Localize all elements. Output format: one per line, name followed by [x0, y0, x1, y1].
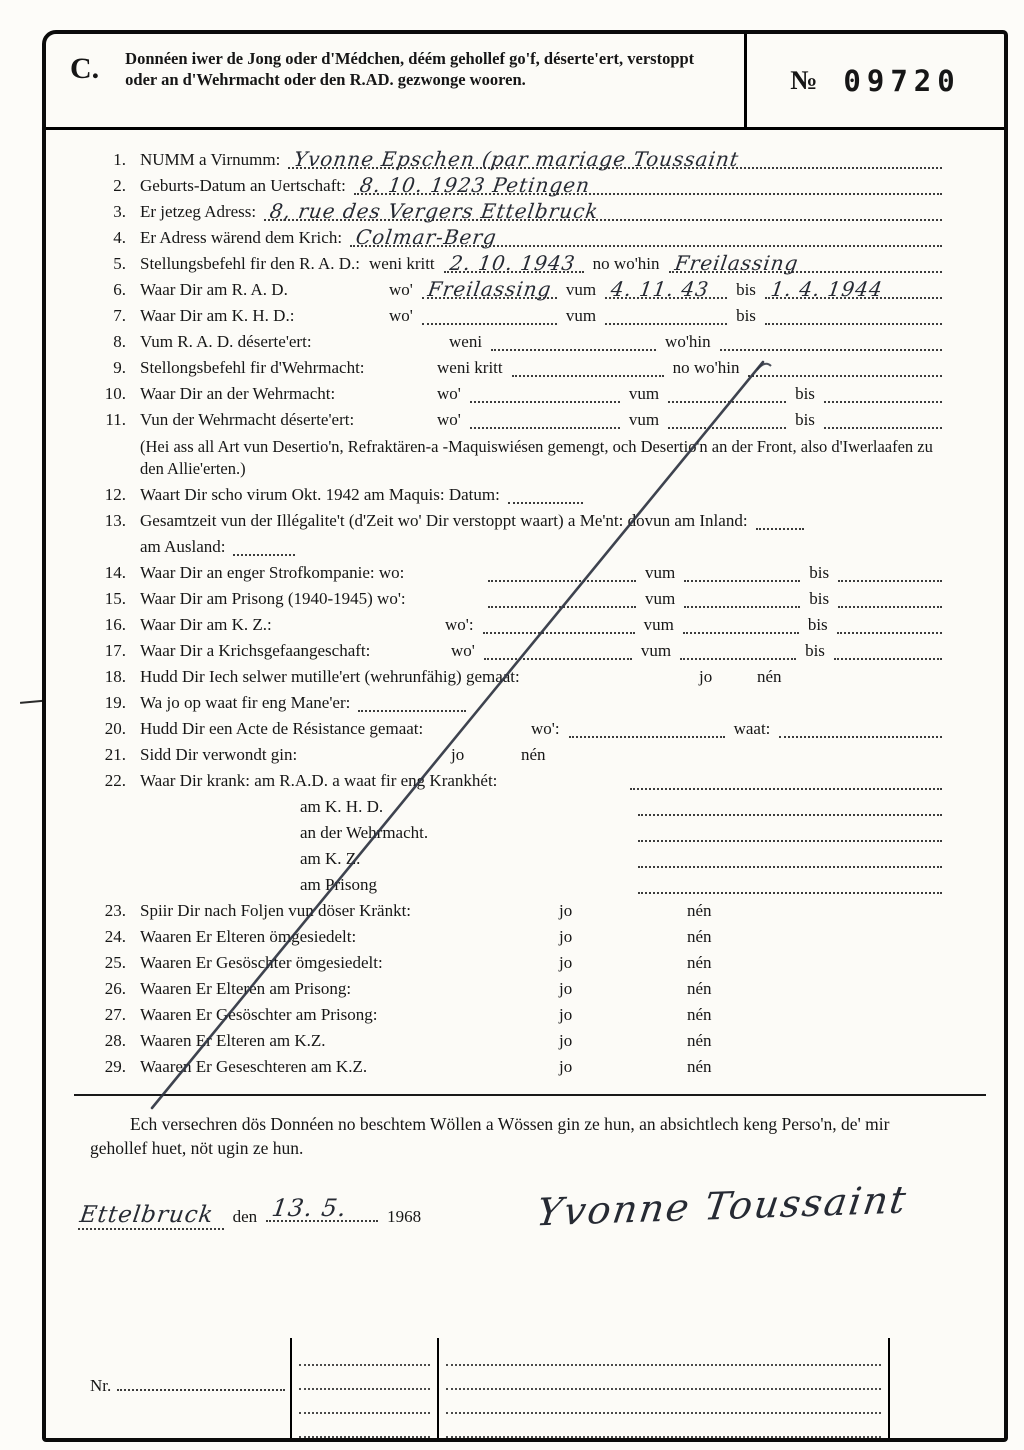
form-row [90, 410, 942, 480]
form-row [90, 358, 942, 379]
row-number: 21. [104, 744, 126, 764]
row-line [90, 927, 942, 948]
form-row [90, 225, 942, 249]
form-description: Donnéen iwer de Jong oder d'Médchen, déém gehollef go'f, déserte'ert, verstoppt oder an d'Wehrmacht oder den R.AD. gezwonge wooren. [125, 49, 695, 90]
row-number: 7. [113, 306, 126, 325]
serial-number: 09720 [843, 63, 961, 98]
dotted-fill-line [491, 336, 656, 351]
handwritten-entry: 4. 11. 43 [609, 277, 711, 301]
row-number: 23. [104, 900, 126, 920]
form-row [90, 332, 942, 353]
field-label: vum [640, 640, 672, 660]
grid-column-left [292, 1338, 439, 1438]
row-label: Vum R. A. D. déserte'ert: [140, 332, 312, 351]
row-label: Waaren Er Gesöschter am Prisong: [140, 1004, 378, 1024]
row-label: Waaren Er Geseschteren am K.Z. [140, 1056, 368, 1076]
signature-block [533, 1177, 911, 1235]
grid-dotted-row [446, 1390, 881, 1414]
row-label: Spiir Dir nach Foljen vun döser Kränkt: [140, 900, 412, 920]
row-number: 13. [104, 510, 126, 530]
field-label: bis [805, 640, 825, 660]
form-row [90, 953, 942, 974]
row-number: 6. [113, 280, 126, 299]
numero-symbol: № [790, 65, 818, 95]
nr-line [90, 1376, 285, 1396]
form-row [90, 615, 942, 636]
form-row [90, 745, 942, 766]
row-number: 24. [104, 926, 126, 946]
field-label: nén [687, 1030, 712, 1050]
row-line [90, 251, 942, 275]
row-label: Stellongsbefehl fir d'Wehrmacht: [140, 358, 365, 377]
field-label: wo' [389, 280, 413, 299]
row-line [90, 1031, 942, 1052]
dotted-fill-line [838, 593, 942, 608]
dotted-fill-line [765, 277, 942, 301]
row-number: 8. [113, 332, 126, 351]
form-row [90, 199, 942, 223]
bottom-registry-section [90, 1342, 944, 1438]
row-number: 1. [113, 150, 126, 169]
row-label: Waaren Er Elteren am K.Z. [140, 1030, 326, 1050]
dotted-fill-line [422, 277, 557, 301]
field-label: bis [809, 562, 830, 582]
row-line [90, 901, 942, 922]
row-label: Waar Dir am R. A. D. [140, 280, 288, 299]
dotted-fill-line [288, 147, 942, 171]
row-label: NUMM a Virnumm: [140, 150, 281, 169]
row-number: 3. [113, 202, 126, 221]
dotted-fill-line [669, 251, 943, 275]
row-number: 2. [113, 176, 126, 195]
row-label: Hudd Dir Iech selwer mutille'ert (wehrunfähig) gemaat: [140, 666, 520, 686]
dotted-fill-line [488, 567, 636, 582]
dotted-fill-line [630, 775, 942, 790]
dotted-fill-line [470, 414, 620, 429]
field-label: wo'hin [665, 332, 711, 351]
row-number: 9. [113, 358, 126, 377]
grid-dotted-row [299, 1348, 430, 1366]
row-number: 25. [104, 952, 126, 972]
field-label: jo [559, 1030, 573, 1050]
row-line [90, 849, 942, 870]
row-line [90, 693, 942, 714]
row-label: Waar Dir an der Wehrmacht: [140, 384, 336, 403]
field-label: jo [559, 952, 573, 972]
dotted-fill-line [512, 362, 664, 377]
field-label: weni kritt [369, 254, 435, 273]
form-row [90, 173, 942, 197]
row-number: 11. [105, 410, 126, 429]
form-row [90, 306, 942, 327]
row-line [90, 823, 942, 844]
dotted-fill-line [748, 362, 942, 377]
form-row [90, 641, 942, 662]
field-label: wo': [445, 614, 474, 634]
form-row [90, 693, 942, 714]
dotted-fill-line [838, 567, 942, 582]
field-label: vum [628, 410, 660, 429]
row-label: Waaren Er Gesöschter ömgesiedelt: [140, 952, 383, 972]
row-label: Waar Dir am K. H. D.: [140, 306, 295, 325]
field-label: nén [687, 900, 712, 920]
row-number: 12. [104, 484, 126, 504]
handwritten-place: Ettelbruck [78, 1201, 216, 1228]
field-label: waat: [733, 718, 771, 738]
form-row [90, 901, 942, 922]
row-line [90, 875, 942, 896]
form-row [90, 667, 942, 688]
nr-label: Nr. [90, 1376, 112, 1395]
grid-column-right [439, 1338, 890, 1438]
field-label: nén [687, 926, 712, 946]
form-row [90, 251, 942, 275]
dotted-fill-line [684, 593, 800, 608]
handwritten-entry: 8. 10. 1923 Petingen [358, 173, 592, 197]
field-label: no wo'hin [672, 358, 740, 377]
row-label: Waar Dir a Krichsgefaangeschaft: [140, 640, 371, 660]
grid-dotted-row [446, 1366, 881, 1390]
row-line [90, 485, 942, 506]
row-label: am K. H. D. [300, 796, 384, 816]
dotted-fill-line [720, 336, 942, 351]
row-label: Er jetzeg Adress: [140, 202, 257, 221]
row-line [90, 979, 942, 1000]
dotted-fill-line [488, 593, 636, 608]
dotted-fill-line [638, 801, 942, 816]
bottom-grid [290, 1338, 890, 1438]
grid-dotted-row [446, 1414, 881, 1438]
dotted-fill-line [264, 199, 942, 223]
den-label: den [232, 1206, 258, 1226]
date-fill-line [266, 1193, 378, 1222]
row-number: 28. [104, 1030, 126, 1050]
row-number: 5. [113, 254, 126, 273]
row-number: 17. [104, 640, 126, 660]
dotted-fill-line [508, 489, 583, 504]
dotted-fill-line [680, 645, 796, 660]
field-label: bis [736, 306, 756, 325]
dotted-fill-line [569, 723, 725, 738]
field-label: bis [807, 614, 828, 634]
dotted-fill-line [484, 645, 632, 660]
section-letter: C. [70, 52, 100, 85]
row-number: 27. [104, 1004, 126, 1024]
handwritten-date: 13. 5. [270, 1193, 349, 1222]
dotted-fill-line [605, 310, 727, 325]
row-line [90, 953, 942, 974]
field-label: bis [736, 280, 756, 299]
row-line [90, 615, 942, 636]
field-label: bis [795, 410, 815, 429]
dotted-fill-line [668, 388, 786, 403]
row-label: Waar Dir an enger Strofkompanie: wo: [140, 562, 405, 582]
dotted-fill-line [779, 723, 942, 738]
field-label: no wo'hin [592, 254, 660, 273]
dotted-fill-line [358, 697, 466, 712]
handwritten-entry: 2. 10. 1943 [447, 251, 577, 275]
row-line [90, 436, 942, 480]
row-line [90, 410, 942, 431]
form-header [46, 34, 1004, 130]
dotted-fill-line [684, 567, 800, 582]
row-label: Waaren Er Elteren am Prisong: [140, 978, 352, 998]
field-label: vum [645, 588, 676, 608]
row-line [90, 667, 942, 688]
grid-dotted-row [299, 1390, 430, 1414]
row-label: am Prisong [300, 874, 377, 894]
form-row [90, 719, 942, 740]
field-label: jo [559, 1056, 573, 1076]
field-label: nén [687, 978, 712, 998]
row-line [90, 537, 942, 558]
place-fill-line [78, 1202, 224, 1230]
dotted-fill-line [470, 388, 620, 403]
row-line [90, 225, 942, 249]
row-line [90, 589, 942, 610]
handwritten-entry: Yvonne Epschen (par mariage Toussaint [292, 147, 742, 171]
row-line [90, 332, 942, 353]
form-row [90, 1031, 942, 1052]
form-row [90, 277, 942, 301]
field-label: nén [687, 1056, 712, 1076]
form-row [90, 771, 942, 896]
field-label: vum [565, 280, 597, 299]
dotted-fill-line [683, 619, 799, 634]
row-label: Hudd Dir een Acte de Résistance gemaat: [140, 718, 424, 738]
row-label: Sidd Dir verwondt gin: [140, 744, 298, 764]
form-row [90, 147, 942, 171]
row-label: am K. Z. [300, 848, 361, 868]
dotted-fill-line [605, 277, 727, 301]
field-label: weni kritt [437, 358, 503, 377]
row-label: Vun der Wehrmacht déserte'ert: [140, 410, 355, 429]
dotted-fill-line [422, 310, 557, 325]
form-row [90, 563, 942, 584]
field-label: vum [628, 384, 660, 403]
row-number: 4. [113, 228, 126, 247]
field-label: wo' [451, 640, 475, 660]
form-row [90, 927, 942, 948]
row-label: Geburts-Datum an Uertschaft: [140, 176, 346, 195]
row-label: Waar Dir krank: am R.A.D. a waat fir eng Krankhét: [140, 770, 498, 790]
dotted-fill-line [483, 619, 635, 634]
field-label: nén [687, 1004, 712, 1024]
row-line [90, 384, 942, 405]
dotted-fill-line [350, 225, 942, 249]
field-label: jo [451, 744, 465, 764]
nr-dotted-fill [117, 1379, 285, 1391]
row-label: Waaren Er Elteren ömgesiedelt: [140, 926, 357, 946]
row-number: 26. [104, 978, 126, 998]
field-label: jo [559, 978, 573, 998]
handwritten-signature: Yvonne Toussaint [533, 1177, 911, 1235]
grid-dotted-row [446, 1348, 881, 1366]
row-line [90, 1057, 942, 1078]
form-row [90, 485, 942, 506]
dotted-fill-line [233, 541, 295, 556]
row-line [90, 147, 942, 171]
dotted-fill-line [837, 619, 942, 634]
grid-dotted-row [299, 1366, 430, 1390]
row-number: 16. [104, 614, 126, 634]
handwritten-entry: Colmar-Berg [354, 225, 499, 249]
row-label: Wa jo op waat fir eng Mane'er: [140, 692, 351, 712]
row-number: 10. [104, 384, 126, 403]
row-line [90, 797, 942, 818]
row-label: Waar Dir am Prisong (1940-1945) wo': [140, 588, 406, 608]
handwritten-entry: 1. 4. 1944 [769, 277, 885, 301]
row-label: Waart Dir scho virum Okt. 1942 am Maquis: Datum: [140, 484, 500, 504]
field-label: bis [809, 588, 830, 608]
row-number: 29. [104, 1056, 126, 1076]
row-line [90, 563, 942, 584]
row-number: 19. [104, 692, 126, 712]
field-label: wo': [531, 718, 560, 738]
field-label: wo' [389, 306, 413, 325]
row-line [90, 1005, 942, 1026]
field-label: wo' [437, 410, 461, 429]
field-label: bis [795, 384, 815, 403]
grid-dotted-row [299, 1414, 430, 1438]
handwritten-entry: Freilassing [672, 251, 800, 275]
row-line [90, 173, 942, 197]
year-label: 1968 [387, 1206, 422, 1226]
certification-statement: Ech versechren dös Donnéen no beschtem Wöllen a Wössen gin ze hun, an absichtlech keng Perso'n, de' mir gehollef huet, nöt ugin ze hun. [90, 1113, 890, 1158]
dotted-fill-line [354, 173, 942, 197]
section-divider-line [74, 1094, 986, 1096]
row-line [90, 358, 942, 379]
field-label: vum [643, 614, 674, 634]
dotted-fill-line [756, 515, 804, 530]
field-label: weni [449, 332, 483, 351]
row-line [90, 277, 942, 301]
row-line [90, 199, 942, 223]
row-label: Stellungsbefehl fir den R. A. D.: [140, 254, 361, 273]
dotted-fill-line [824, 414, 942, 429]
field-label: jo [559, 900, 573, 920]
dotted-fill-line [444, 251, 584, 275]
field-label: wo' [437, 384, 461, 403]
row-line [90, 771, 942, 792]
row-line [90, 719, 942, 740]
field-label: jo [559, 1004, 573, 1024]
row-number: 18. [104, 666, 126, 686]
handwritten-entry: 8, rue des Vergers Ettelbruck [268, 199, 601, 223]
row-number: 22. [104, 770, 126, 790]
form-row [90, 384, 942, 405]
row-label: an der Wehrmacht. [300, 822, 429, 842]
row-label: Waar Dir am K. Z.: [140, 614, 272, 634]
field-label: nén [687, 952, 712, 972]
field-label: nén [757, 666, 782, 686]
field-label: nén [521, 744, 546, 764]
row-label: Gesamtzeit vun der Illégalite't (d'Zeit wo' Dir verstoppt waart) a Me'nt: dovun am Inland: [140, 510, 748, 530]
dotted-fill-line [638, 853, 942, 868]
field-label: vum [565, 306, 597, 325]
row-line [90, 306, 942, 327]
row-number: 20. [104, 718, 126, 738]
field-label: jo [559, 926, 573, 946]
row-line [90, 641, 942, 662]
row-line [90, 745, 942, 766]
form-row [90, 1005, 942, 1026]
field-label: vum [645, 562, 676, 582]
form-border-frame [42, 30, 1008, 1442]
handwritten-entry: Freilassing [426, 277, 554, 301]
row-label: Er Adress wärend dem Krich: [140, 228, 343, 247]
form-row [90, 979, 942, 1000]
row-number: 14. [104, 562, 126, 582]
dotted-fill-line [638, 827, 942, 842]
dotted-fill-line [834, 645, 942, 660]
form-row [90, 589, 942, 610]
date-signature-area [78, 1177, 946, 1322]
dotted-fill-line [824, 388, 942, 403]
row-note: (Hei ass all Art vun Desertio'n, Refraktären-a -Maquiswiésen gemengt, och Desertio'n an der Front, also d'Iwerlaafen zu den Allie'erten.) [140, 437, 933, 478]
field-label: jo [699, 666, 713, 686]
row-number: 15. [104, 588, 126, 608]
form-row [90, 1057, 942, 1078]
dotted-fill-line [765, 310, 942, 325]
row-line [90, 511, 942, 532]
row-label: am Ausland: [140, 536, 226, 556]
form-row [90, 511, 942, 558]
dotted-fill-line [668, 414, 786, 429]
dotted-fill-line [638, 879, 942, 894]
form-body [46, 130, 1004, 1078]
serial-number-box [744, 34, 1004, 127]
